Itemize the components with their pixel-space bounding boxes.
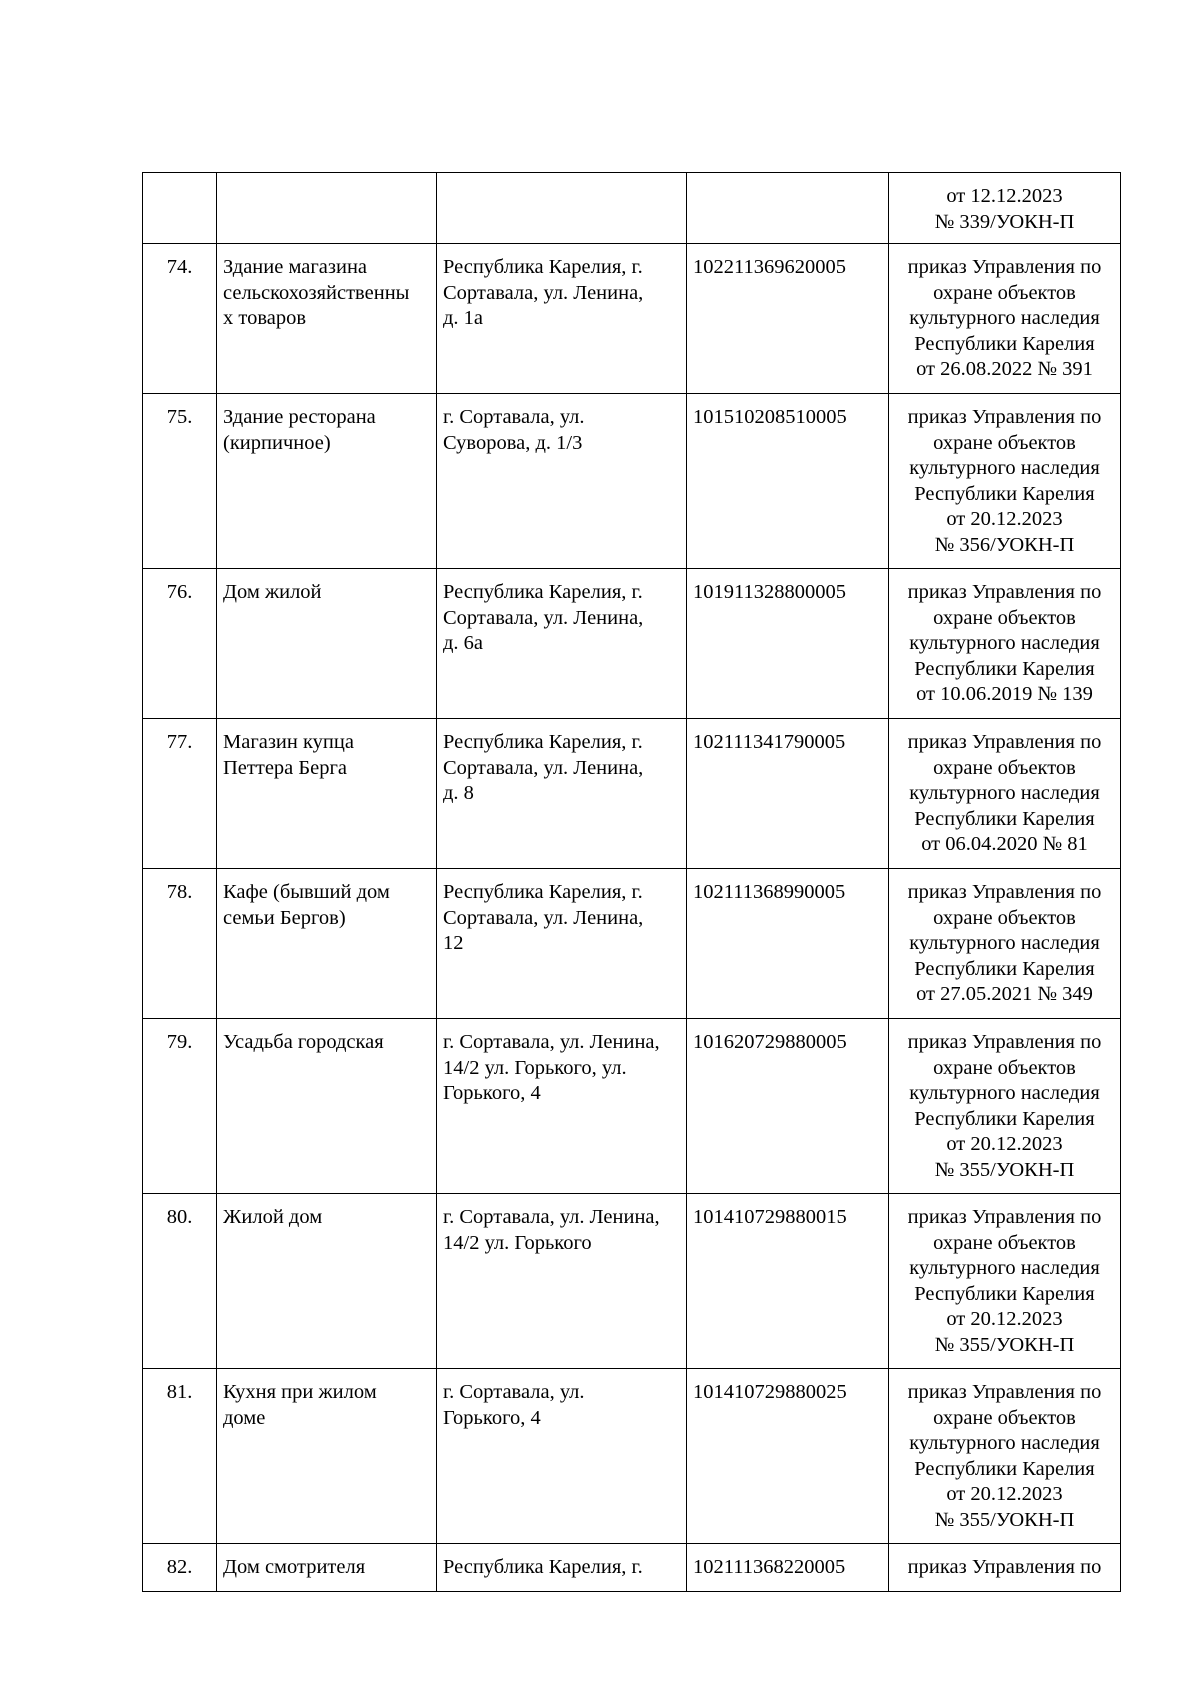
registry-number: 102111368220005 — [693, 1556, 846, 1578]
registry-number: 102111341790005 — [693, 731, 846, 753]
object-name-line: Кухня при жилом — [223, 1381, 377, 1403]
object-name-line: х товаров — [223, 307, 307, 329]
row-number: 82. — [166, 1556, 193, 1578]
document-line: от 20.12.2023 — [946, 1308, 1063, 1330]
registry-number: 101410729880015 — [693, 1206, 847, 1228]
table-row — [143, 719, 1121, 869]
document-line: Республики Карелия — [914, 957, 1095, 980]
document-line: приказ Управления по — [907, 1031, 1102, 1053]
object-name-line: Усадьба городская — [223, 1031, 384, 1053]
document-cell — [889, 719, 1121, 869]
row-number-cell — [143, 1544, 217, 1592]
document-line: Республики Карелия — [914, 1282, 1095, 1305]
object-name-cell — [217, 869, 437, 1019]
address-line: г. Сортавала, ул. Ленина, — [443, 1206, 660, 1228]
address-cell — [437, 394, 687, 569]
row-number: 74. — [166, 256, 193, 278]
document-line: № 355/УОКН-П — [934, 1508, 1075, 1531]
row-number-cell — [143, 1194, 217, 1369]
document-line: Республики Карелия — [914, 1107, 1095, 1130]
address-line: Суворова, д. 1/3 — [443, 431, 583, 454]
address-line: Сортавала, ул. Ленина, — [443, 281, 644, 304]
heritage-objects-table — [142, 172, 1121, 1592]
address-line: 12 — [443, 932, 464, 954]
table-row — [143, 869, 1121, 1019]
document-line: культурного наследия — [909, 307, 1100, 329]
address-line: Сортавала, ул. Ленина, — [443, 756, 644, 779]
row-number-cell — [143, 394, 217, 569]
table-row — [143, 173, 1121, 244]
document-line: приказ Управления по — [907, 1381, 1102, 1403]
address-line: Республика Карелия, г. — [443, 256, 643, 278]
table-row — [143, 1369, 1121, 1544]
document-cell — [889, 1369, 1121, 1544]
table-row — [143, 1019, 1121, 1194]
object-name-line: Кафе (бывший дом — [223, 881, 390, 903]
document-cell — [889, 869, 1121, 1019]
address-cell — [437, 244, 687, 394]
object-name-cell — [217, 1369, 437, 1544]
object-name-cell — [217, 1544, 437, 1592]
address-line: Горького, 4 — [443, 1406, 541, 1429]
object-name-line: доме — [223, 1406, 266, 1429]
row-number-cell — [143, 869, 217, 1019]
table-row — [143, 1544, 1121, 1592]
object-name-cell — [217, 394, 437, 569]
document-line: культурного наследия — [909, 1432, 1100, 1454]
registry-number-cell — [687, 1019, 889, 1194]
document-line: культурного наследия — [909, 457, 1100, 479]
document-line: культурного наследия — [909, 932, 1100, 954]
address-line: Республика Карелия, г. — [443, 1556, 643, 1578]
table-row — [143, 394, 1121, 569]
object-name-line: Магазин купца — [223, 731, 354, 753]
row-number-cell — [143, 719, 217, 869]
document-cell — [889, 173, 1121, 244]
address-line: д. 1а — [443, 307, 484, 329]
registry-number: 101911328800005 — [693, 581, 846, 603]
row-number: 79. — [166, 1031, 193, 1053]
document-line: от 20.12.2023 — [946, 1133, 1063, 1155]
document-line: Республики Карелия — [914, 807, 1095, 830]
registry-number: 101410729880025 — [693, 1381, 847, 1403]
registry-number-cell — [687, 173, 889, 244]
table-row — [143, 1194, 1121, 1369]
address-cell — [437, 869, 687, 1019]
registry-number: 101620729880005 — [693, 1031, 847, 1053]
registry-number-cell — [687, 244, 889, 394]
address-line: Республика Карелия, г. — [443, 731, 643, 753]
row-number-cell — [143, 244, 217, 394]
object-name-line: Дом смотрителя — [223, 1556, 366, 1578]
row-number: 81. — [166, 1381, 193, 1403]
document-line: приказ Управления по — [907, 406, 1102, 428]
registry-number-cell — [687, 719, 889, 869]
address-line: Сортавала, ул. Ленина, — [443, 906, 644, 929]
document-cell — [889, 1544, 1121, 1592]
address-line: 14/2 ул. Горького — [443, 1231, 592, 1254]
object-name-line: Здание ресторана — [223, 406, 376, 428]
table-body — [143, 173, 1121, 1592]
document-line: № 356/УОКН-П — [934, 533, 1075, 556]
document-line: охране объектов — [933, 1056, 1076, 1079]
document-line: приказ Управления по — [907, 256, 1102, 278]
row-number-cell — [143, 569, 217, 719]
object-name-line: (кирпичное) — [223, 431, 331, 454]
document-line: № 339/УОКН-П — [934, 210, 1075, 233]
address-cell — [437, 173, 687, 244]
registry-number: 102111368990005 — [693, 881, 846, 903]
registry-number-cell — [687, 569, 889, 719]
registry-number-cell — [687, 1544, 889, 1592]
address-line: д. 8 — [443, 782, 474, 804]
row-number: 80. — [166, 1206, 193, 1228]
registry-number: 101510208510005 — [693, 406, 847, 428]
address-line: д. 6а — [443, 632, 484, 654]
address-line: г. Сортавала, ул. — [443, 1381, 585, 1403]
document-line: от 06.04.2020 № 81 — [921, 833, 1088, 855]
address-line: г. Сортавала, ул. — [443, 406, 585, 428]
document-line: от 20.12.2023 — [946, 1483, 1063, 1505]
object-name-cell — [217, 244, 437, 394]
address-cell — [437, 1369, 687, 1544]
address-cell — [437, 1019, 687, 1194]
document-line: охране объектов — [933, 1406, 1076, 1429]
address-line: Республика Карелия, г. — [443, 881, 643, 903]
address-cell — [437, 1544, 687, 1592]
document-line: охране объектов — [933, 906, 1076, 929]
document-line: культурного наследия — [909, 1082, 1100, 1104]
document-cell — [889, 394, 1121, 569]
object-name-line: Петтера Берга — [223, 756, 348, 779]
registry-number-cell — [687, 1369, 889, 1544]
row-number: 76. — [166, 581, 193, 603]
row-number: 75. — [166, 406, 193, 428]
row-number: 78. — [166, 881, 193, 903]
address-cell — [437, 1194, 687, 1369]
table-row — [143, 244, 1121, 394]
document-line: Республики Карелия — [914, 332, 1095, 355]
address-line: Республика Карелия, г. — [443, 581, 643, 603]
row-number-cell — [143, 1369, 217, 1544]
document-line: № 355/УОКН-П — [934, 1158, 1075, 1181]
document-line: приказ Управления по — [907, 731, 1102, 753]
object-name-line: Дом жилой — [223, 581, 322, 603]
document-line: культурного наследия — [909, 632, 1100, 654]
address-cell — [437, 719, 687, 869]
registry-number-cell — [687, 869, 889, 1019]
registry-number-cell — [687, 394, 889, 569]
document-line: приказ Управления по — [907, 1206, 1102, 1228]
address-line: Сортавала, ул. Ленина, — [443, 606, 644, 629]
document-cell — [889, 244, 1121, 394]
object-name-cell — [217, 719, 437, 869]
document-line: от 26.08.2022 № 391 — [916, 358, 1093, 380]
object-name-cell — [217, 1194, 437, 1369]
address-line: г. Сортавала, ул. Ленина, — [443, 1031, 660, 1053]
object-name-cell — [217, 173, 437, 244]
table-row — [143, 569, 1121, 719]
document-line: № 355/УОКН-П — [934, 1333, 1075, 1356]
object-name-line: Здание магазина — [223, 256, 368, 278]
document-cell — [889, 1194, 1121, 1369]
document-line: Республики Карелия — [914, 482, 1095, 505]
registry-number-cell — [687, 1194, 889, 1369]
document-line: приказ Управления по — [907, 1556, 1102, 1578]
document-line: охране объектов — [933, 606, 1076, 629]
object-name-cell — [217, 569, 437, 719]
document-line: Республики Карелия — [914, 657, 1095, 680]
object-name-cell — [217, 1019, 437, 1194]
document-line: приказ Управления по — [907, 581, 1102, 603]
document-line: охране объектов — [933, 431, 1076, 454]
row-number-cell — [143, 1019, 217, 1194]
document-line: от 27.05.2021 № 349 — [916, 983, 1093, 1005]
document-line: от 12.12.2023 — [946, 185, 1063, 207]
address-cell — [437, 569, 687, 719]
address-line: Горького, 4 — [443, 1082, 541, 1104]
document-line: охране объектов — [933, 756, 1076, 779]
document-line: от 20.12.2023 — [946, 508, 1063, 530]
document-line: культурного наследия — [909, 1257, 1100, 1279]
registry-number: 102211369620005 — [693, 256, 846, 278]
document-line: охране объектов — [933, 281, 1076, 304]
address-line: 14/2 ул. Горького, ул. — [443, 1056, 627, 1079]
row-number: 77. — [166, 731, 193, 753]
row-number-cell — [143, 173, 217, 244]
object-name-line: семьи Бергов) — [223, 906, 346, 929]
document-cell — [889, 569, 1121, 719]
document-cell — [889, 1019, 1121, 1194]
document-line: культурного наследия — [909, 782, 1100, 804]
document-line: от 10.06.2019 № 139 — [916, 683, 1093, 705]
document-line: охране объектов — [933, 1231, 1076, 1254]
document-line: приказ Управления по — [907, 881, 1102, 903]
object-name-line: сельскохозяйственны — [223, 281, 410, 304]
document-line: Республики Карелия — [914, 1457, 1095, 1480]
object-name-line: Жилой дом — [223, 1206, 323, 1228]
